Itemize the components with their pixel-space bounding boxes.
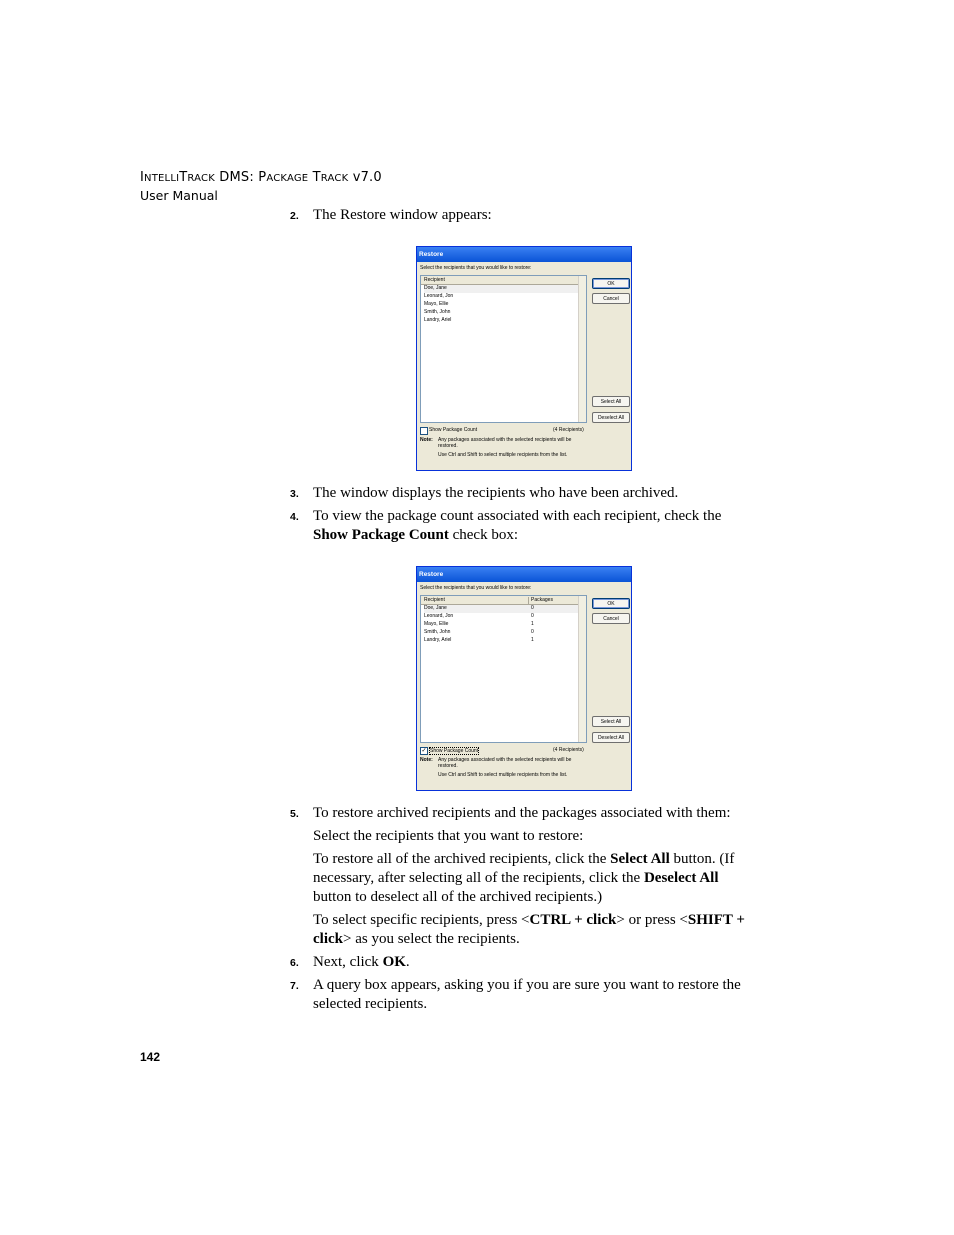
restore-dialog-screenshot-1 bbox=[416, 246, 632, 471]
paragraph-select-all: To restore all of the archived recipients, click the Select All button. (If necessary, after selecting all of the recipients, click the Deselect All button to deselect all of the archived recipients.) bbox=[313, 851, 735, 905]
recipient-count: (4 Recipients) bbox=[553, 427, 584, 433]
dialog-prompt: Select the recipients that you would like to restore: bbox=[420, 265, 532, 271]
list-item[interactable]: Doe, Jane 0 bbox=[424, 605, 579, 613]
note-label: Note: bbox=[420, 437, 433, 443]
ok-button[interactable]: OK bbox=[592, 278, 630, 289]
restore-dialog-screenshot-2 bbox=[416, 566, 632, 791]
show-package-count-label: Show Package Count bbox=[430, 748, 479, 754]
select-all-button[interactable]: Select All bbox=[592, 396, 630, 407]
list-item[interactable]: Mayo, Ellie bbox=[424, 301, 449, 307]
list-item[interactable]: Leonard, Jon bbox=[424, 293, 454, 299]
cancel-button[interactable]: Cancel bbox=[592, 293, 630, 304]
paragraph-specific: To select specific recipients, press <CTRL + click> or press <SHIFT + click> as you select the recipients. bbox=[313, 912, 745, 947]
dialog-prompt: Select the recipients that you would like to restore: bbox=[420, 585, 532, 591]
ok-button[interactable]: OK bbox=[592, 598, 630, 609]
dialog-title: Restore bbox=[417, 567, 631, 582]
list-scrollbar[interactable] bbox=[578, 276, 586, 422]
doc-subtitle: User Manual bbox=[140, 188, 218, 203]
note-text-1: Any packages associated with the selected recipients will be restored. bbox=[438, 757, 572, 769]
paragraph-select: Select the recipients that you want to restore: bbox=[313, 828, 584, 844]
list-item[interactable]: Smith, John bbox=[424, 309, 451, 315]
list-item[interactable]: Landry, Ariel 1 bbox=[424, 637, 534, 643]
list-header bbox=[421, 276, 581, 285]
list-scrollbar[interactable] bbox=[578, 596, 586, 742]
show-package-count-checkbox[interactable]: ✓ bbox=[421, 748, 427, 754]
col-packages[interactable]: Packages bbox=[531, 597, 582, 604]
recipient-list[interactable] bbox=[420, 595, 587, 743]
doc-title: INTELLITRACK DMS: PACKAGE TRACK v7.0 bbox=[140, 170, 382, 185]
col-recipient[interactable]: Recipient bbox=[424, 597, 529, 604]
note-label: Note: bbox=[420, 757, 433, 763]
note-text-2: Use Ctrl and Shift to select multiple recipients from the list. bbox=[438, 452, 568, 458]
recipient-count: (4 Recipients) bbox=[553, 747, 584, 753]
select-all-button[interactable]: Select All bbox=[592, 716, 630, 727]
note-text-2: Use Ctrl and Shift to select multiple recipients from the list. bbox=[438, 772, 568, 778]
cancel-button[interactable]: Cancel bbox=[592, 613, 630, 624]
show-package-count-checkbox[interactable] bbox=[420, 427, 428, 435]
deselect-all-button[interactable]: Deselect All bbox=[592, 732, 630, 743]
note-text-1: Any packages associated with the selected recipients will be restored. bbox=[438, 437, 572, 449]
show-package-count-label: Show Package Count bbox=[429, 427, 478, 433]
dialog-title: Restore bbox=[417, 247, 631, 262]
list-item[interactable]: Smith, John 0 bbox=[424, 629, 534, 635]
list-item[interactable]: Landry, Ariel bbox=[424, 317, 452, 323]
list-item[interactable]: Doe, Jane bbox=[424, 285, 579, 293]
deselect-all-button[interactable]: Deselect All bbox=[592, 412, 630, 423]
list-item[interactable]: Mayo, Ellie 1 bbox=[424, 621, 534, 627]
list-header bbox=[421, 596, 581, 605]
col-recipient[interactable]: Recipient bbox=[424, 277, 580, 284]
list-item[interactable]: Leonard, Jon 0 bbox=[424, 613, 534, 619]
recipient-list[interactable] bbox=[420, 275, 587, 423]
page-number: 142 bbox=[140, 1050, 161, 1064]
